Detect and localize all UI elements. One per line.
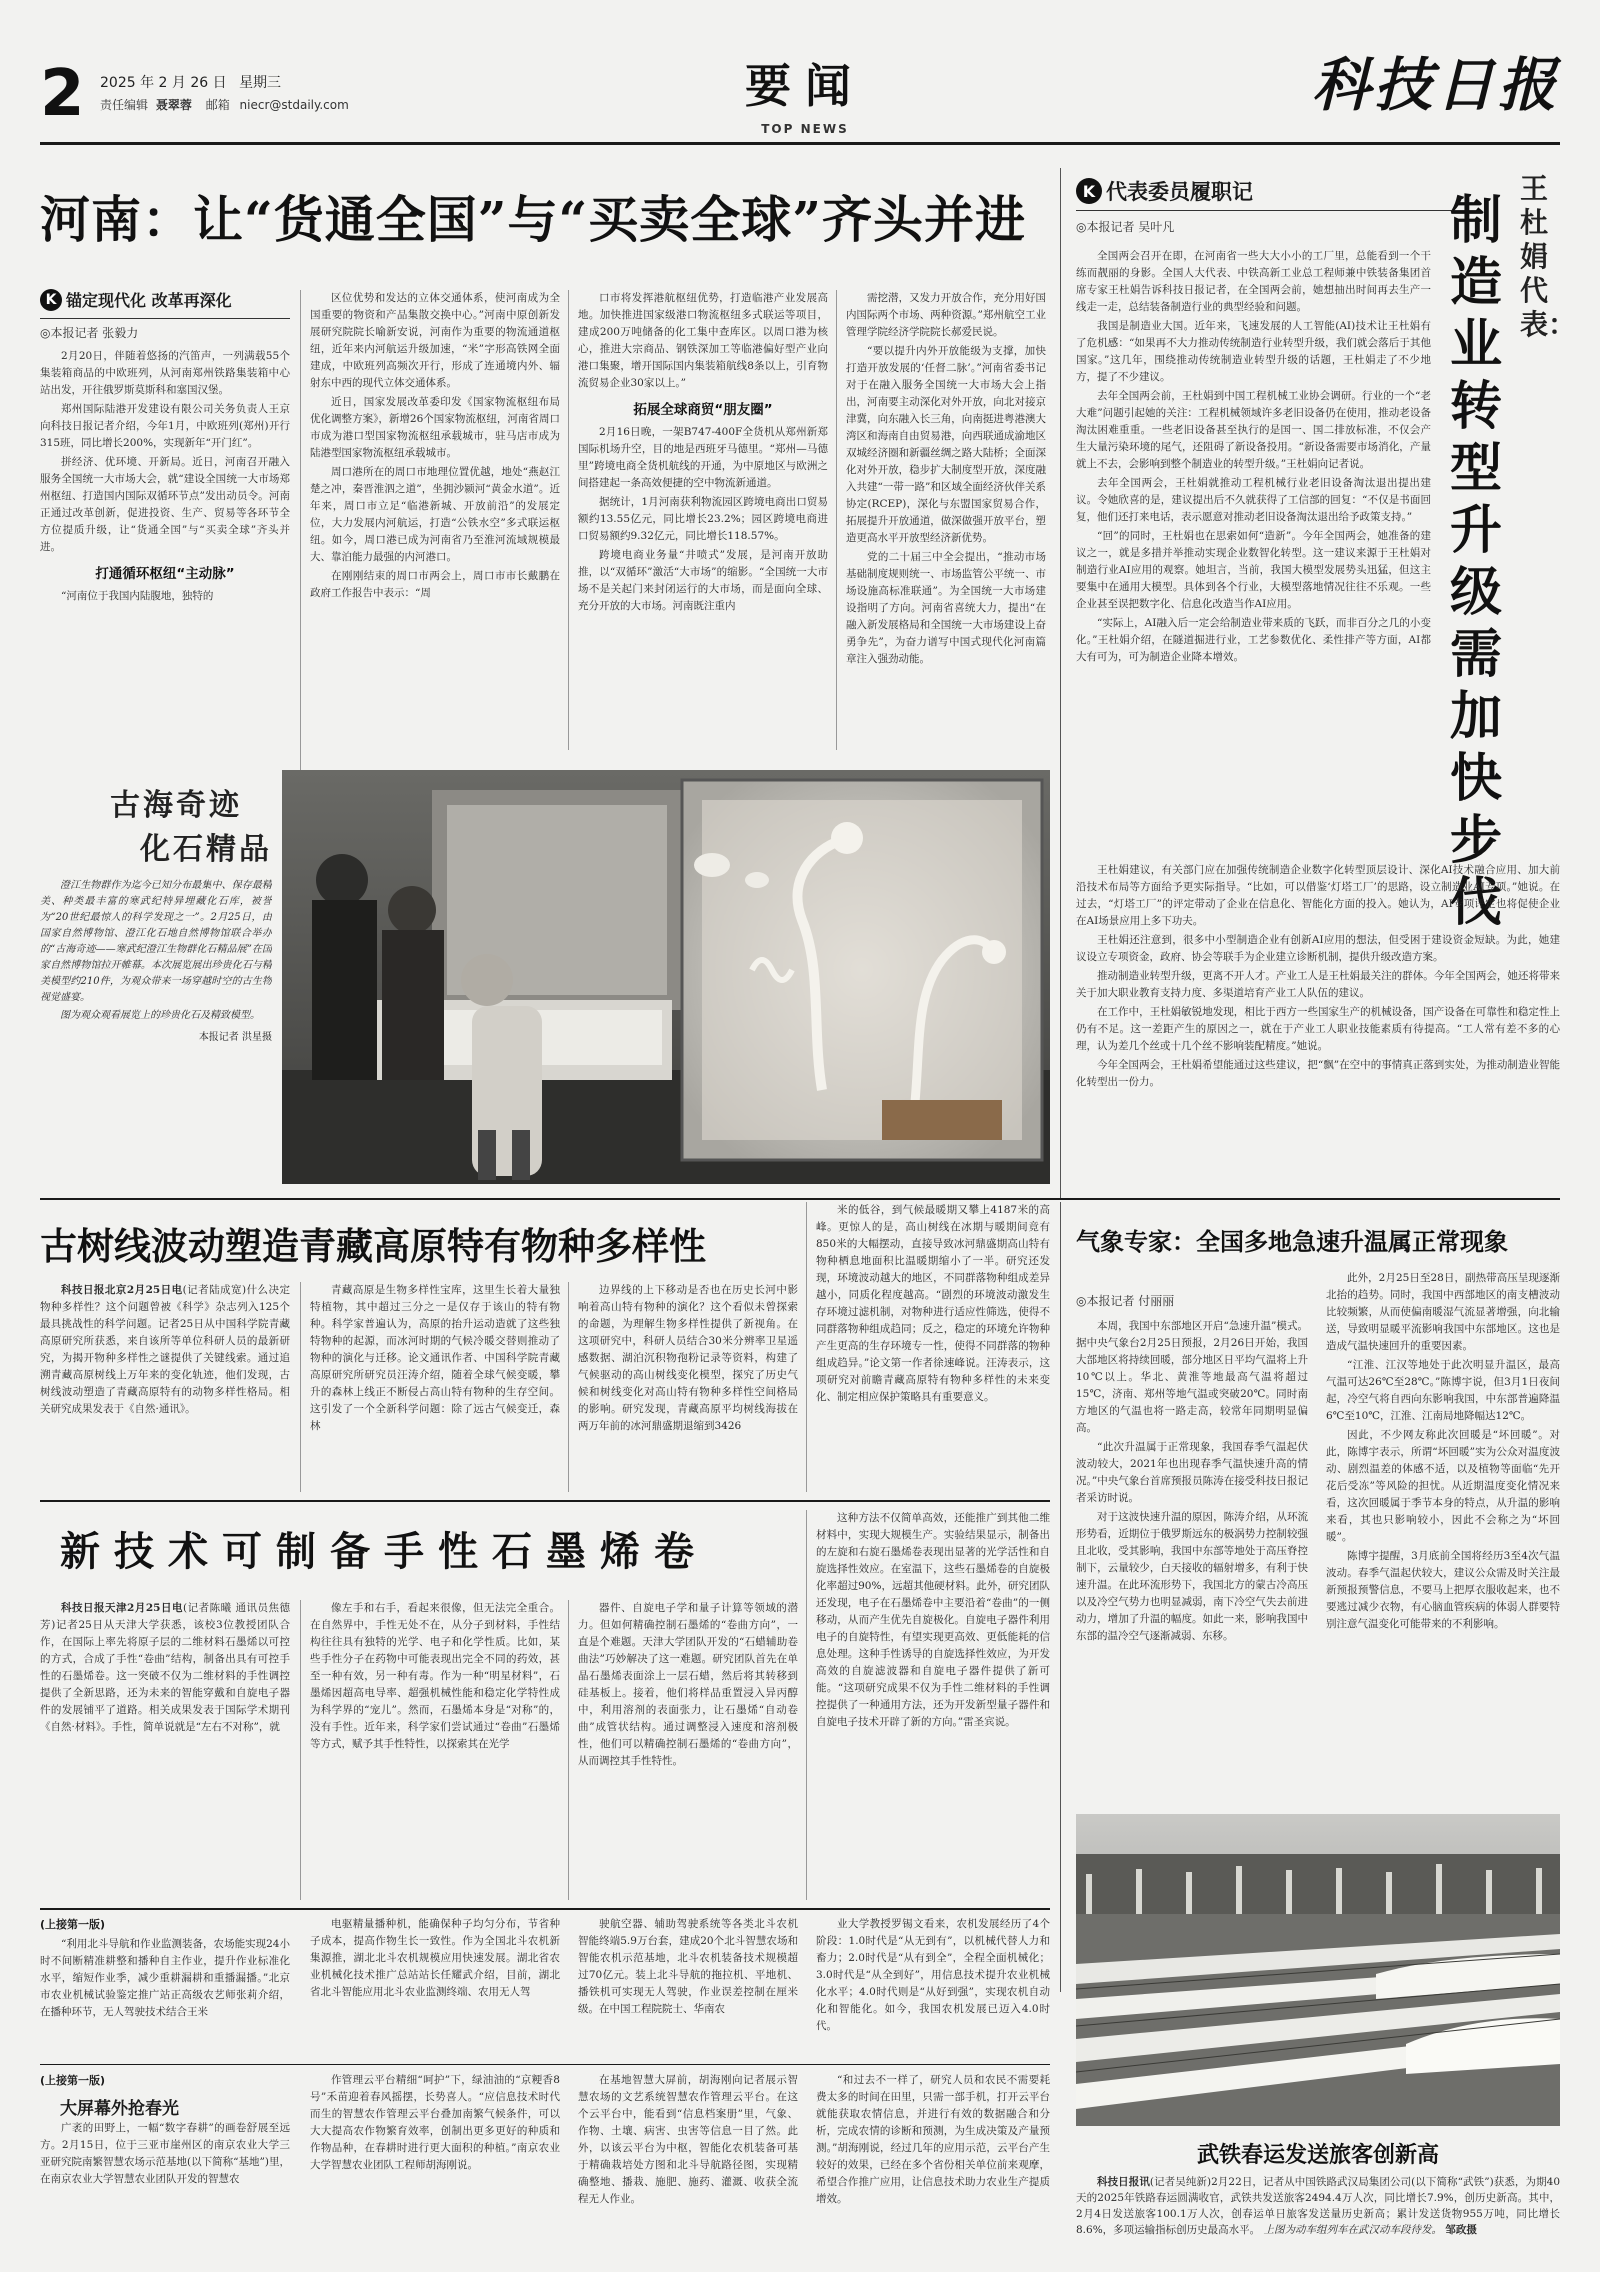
plateau-col-1 <box>40 1282 290 1492</box>
rep-para: “实际上，AI融入后一定会给制造业带来质的飞跃，而非百分之几的小变化。”王杜娟介绍，在隧道掘进行业，工艺参数优化、柔性排产等方面，AI都大有可为，可为制造企业降本增效。 <box>1076 617 1431 663</box>
continued2-label: (上接第一版) <box>40 2074 106 2087</box>
lead-byline: ◎本报记者 张毅力 <box>40 326 139 340</box>
graphene-col-4 <box>816 1510 1050 1900</box>
graphene-headline: 新技术可制备手性石墨烯卷 <box>60 1528 708 1575</box>
plateau-col-2 <box>310 1282 560 1492</box>
rep-byline: ◎本报记者 吴叶凡 <box>1076 220 1175 234</box>
rep-para: “回”的同时，王杜娟也在思索如何“造新”。今年全国两会，她准备的建议之一，就是多措并举推动实现企业数智化转型。这一建议来源于王杜娟对制造行业AI应用的观察。她坦言，当前，我国大模型发展势头迅猛，但这主要集中在通用大模型。具体到各个行业，大模型落地情况往往不乐观。一些企业甚至误把数字化、信息化改造当作AI应用。 <box>1076 530 1431 610</box>
lead-subhead-2: 拓展全球商贸“朋友圈” <box>633 402 773 418</box>
weather-headline: 气象专家：全国多地急速升温属正常现象 <box>1076 1228 1508 1256</box>
lead-para: 党的二十届三中全会提出，“推动市场基础制度规则统一、市场监管公平统一、市场设施高标准联通”。为全国统一大市场建设指明了方向。河南省喜统大力，提出“在融入新发展格局和全国统一大市场建设上奋勇争先”，为奋力谱写中国式现代化河南篇章注入强劲动能。 <box>846 551 1046 665</box>
lead-para: 需挖潜，又发力开放合作，充分用好国内国际两个市场、两种资源。”郑州航空工业管理学院经济学院院长郝爱民说。 <box>846 292 1046 338</box>
plateau-col-4 <box>816 1202 1050 1492</box>
rep-para: 今年全国两会，王杜娟希望能通过这些建议，把“飘”在空中的事情真正落到实处，为推动制造业智能化转型出一份力。 <box>1076 1059 1560 1088</box>
continued1-col-4 <box>816 1916 1050 2056</box>
rail-dateline: 科技日报讯 <box>1097 2176 1150 2188</box>
plateau-lead: (记者陆成宽)什么决定物种多样性？这个问题曾被《科学》杂志列入125个最具挑战性的科学问题。记者25日从中国科学院青藏高原研究所获悉，来自该所等单位科研人员的最新研究，为揭开物种多样性之谜提供了关键线索。通过追溯青藏高原树线上万年来的变化轨迹，他们发现，古树线波动塑造了青藏高原特有的动物多样性格局。相关研究成果发表于《自然·通讯》。 <box>40 1284 290 1415</box>
plateau-para <box>40 1282 290 1418</box>
graphene-col-1 <box>40 1600 290 1900</box>
rail-photo-caption: 上图为动车组列车在武汉动车段待发。 <box>1263 2224 1443 2236</box>
right-column-divider-2 <box>1060 1202 1061 1992</box>
col-divider <box>300 290 301 770</box>
section-title: 要闻 <box>745 59 865 113</box>
photo-feature-caption <box>40 878 272 1178</box>
rep-para: 在工作中，王杜娟敏锐地发现，相比于西方一些国家生产的机械设备，国产设备在可靠性和稳定性上仍有不足。这一差距产生的原因之一，就在于产业工人职业技能素质有待提高。“工人常有差不多的心理，认为差几个丝或十几个丝不影响装配精度。”她说。 <box>1076 1006 1560 1052</box>
lead-para: 2月20日，伴随着悠扬的汽笛声，一列满载55个集装箱商品的中欧班列，从河南郑州铁路集装箱中心站出发，开往俄罗斯莫斯科和塞国汉堡。 <box>40 350 290 396</box>
weather-para: 对于这波快速升温的原因，陈涛介绍，从环流形势看，近期位于俄罗斯远东的极涡势力控制较强且北收，受其影响，我国中东部等地处于高压脊控制下，云量较少，白天接收的辐射增多，有利于快速升温。在此环流形势下，我国北方的蒙古冷高压以及冷空气势力也明显减弱，南下冷空气失去前进动力，增加了升温的幅度。如此一来，影响我国中东部的温冷空气逐渐减弱、东移。 <box>1076 1511 1308 1642</box>
rep-kicker-rule <box>1076 210 1476 211</box>
kicker-badge: K <box>40 289 62 311</box>
rep-body-lower <box>1076 862 1560 1192</box>
continued2-col-2 <box>310 2072 560 2260</box>
col-divider <box>806 1510 807 1900</box>
lead-para: 近日，国家发展改革委印发《国家物流枢纽布局优化调整方案》，新增26个国家物流枢纽，河南省周口市成为港口型国家物流枢纽承载城市，驻马店市成为陆港型国家物流枢纽承载城市。 <box>310 396 560 459</box>
section-subtitle: TOP NEWS <box>761 122 849 136</box>
rep-body-upper <box>1076 248 1431 858</box>
kicker-rule <box>40 318 290 319</box>
weather-para: 因此，不少网友称此次回暖是“坏回暖”。对此，陈博宇表示，所谓“坏回暖”实为公众对温度波动、剧烈温差的体感不适，以及植物等面临“先开花后受冻”等风险的担忧。从近期温度变化情况来看，这次回暖属于季节本身的特点，从升温的影响来看，其也只影响较小，因此不会称之为“坏回暖”。 <box>1326 1429 1560 1543</box>
lead-kicker <box>40 288 290 311</box>
right-column-divider <box>1060 168 1061 1198</box>
continued2-para: 作管理云平台精细“呵护”下，绿油油的“京粳香8号”禾苗迎着春风摇摆，长势喜人。“应信息技术时代而生的智慧农作管理云平台叠加南繁气候条件，可以大大提高农作物繁育效率，创制出更多更好的种质和作物品种，在春耕时进行更大面积的种植。”南京农业大学智慧农业团队工程师胡海刚说。 <box>310 2074 560 2171</box>
rep-para: 去年全国两会前，王杜娟到中国工程机械工业协会调研。行业的一个“老大难”问题引起她的关注：工程机械领域许多老旧设备仍在使用，推动老设备淘汰困难重重。一些老旧设备甚至执行的是国一、国二排放标准，不仅会产生大量污染环境的尾气，还阻碍了新设备投用。“新设备需要市场消化，产量就上不去，会影响到整个制造业的转型升级。”王杜娟向记者说。 <box>1076 390 1431 470</box>
graphene-col-2 <box>310 1600 560 1900</box>
masthead-rule <box>40 142 1560 145</box>
email[interactable]: niecr@stdaily.com <box>239 98 349 112</box>
lead-para: 2月16日晚，一架B747-400F全货机从郑州新郑国际机场升空，目的地是西班牙马德里。“郑州—马德里”跨境电商全货机航线的开通，为中原地区与欧洲之间搭建起一条高效便捷的空中物流新通道。 <box>578 426 828 489</box>
lead-subhead-1: 打通循环枢纽“主动脉” <box>95 566 235 582</box>
continued2-para: “和过去不一样了，研究人员和农民不需要耗费太多的时间在田里，只需一部手机，打开云平台就能获取农情信息，并进行有效的数据融合和分析，完成农情的诊断和预测，为生成决策及产量预测。”胡海刚说，经过几年的应用示范，云平台产生较好的效果，已经在多个省份相关单位前来观摩，希望合作推广应用，让信息技术助力农业生产提质增效。 <box>816 2074 1050 2205</box>
lead-para: 口市将发挥港航枢纽优势，打造临港产业发展高地。加快推进国家级港口物流枢纽多式联运等项目，建成200万吨储备的化工集中查库区。以周口港为核心，推进大宗商品、钢铁深加工等临港偏好型产业向港口集聚，增开国际国内集装箱航线8条以上，引育物流贸易企业30家以上。” <box>578 292 828 389</box>
plateau-para: 边界线的上下移动是否也在历史长河中影响着高山特有物种的演化？这个看似未曾探索的命题，为理解生物多样性提供了新视角。在这项研究中，科研人员结合30米分辨率卫星遥感数据、湖泊沉积物孢粉记录等资料，构建了气候驱动的高山树线变化模型，探究了历史气候和树线变化对高山特有物种多样性空间格局的影响。研究发现，青藏高原平均树线海拔在两万年前的冰河鼎盛期退缩到3426 <box>578 1284 798 1432</box>
col-divider <box>568 290 569 750</box>
weekday: 星期三 <box>239 75 282 91</box>
continued2-col-3 <box>578 2072 798 2260</box>
kicker-text: 代表委员履职记 <box>1106 180 1253 204</box>
caption-text-2: 图为观众观看展览上的珍贵化石及精致模型。 <box>60 1010 260 1021</box>
lead-para: 拼经济、优环境、开新局。近日，河南召开融入服务全国统一大市场大会，就“建设全国统一大市场郑州枢纽、打造国内国际双循环节点”发出动员令。河南正通过改革创新，促进投资、生产、贸易等各环节全方位提质升级，让“货通全国”与“买卖全球”齐头并进。 <box>40 456 290 553</box>
continued2-headline: 大屏幕外抢春光 <box>60 2099 179 2119</box>
rail-caption-title: 武铁春运发送旅客创新高 <box>1196 2143 1439 2168</box>
photo-feature-title-1: 古海奇迹 <box>110 788 242 823</box>
weather-para: 陈博宇提醒，3月底前全国将经历3至4次气温波动。春季气温起伏较大，建议公众需及时关注最新预报预警信息，不要马上把厚衣服收起来，也不要逃过减少衣物，有心脑血管疾病的体弱人群要特别注意气温变化可能带来的不利影响。 <box>1326 1550 1560 1630</box>
email-label: 邮箱 <box>205 98 230 112</box>
graphene-dateline: 科技日报天津2月25日电 <box>61 1602 183 1614</box>
page-number: 2 <box>40 57 85 131</box>
section-rule-2 <box>40 1500 1050 1502</box>
lead-para: 跨境电商业务量“井喷式”发展，是河南开放助推，以“双循环”激活“大市场”的缩影。“全国统一大市场不是关起门来封闭运行的大市场，而是面向全球、充分开放的大市场。河南既注重内 <box>578 549 828 612</box>
issue-date: 2025 年 2 月 26 日 <box>100 75 227 91</box>
rep-para: 推动制造业转型升级，更离不开人才。产业工人是王杜娟最关注的群体。今年全国两会，她还将带来关于加大职业教育支持力度、多渠道培育产业工人队伍的建议。 <box>1076 970 1560 999</box>
weather-para: 本周，我国中东部地区开启“急速升温”模式。据中央气象台2月25日预报，2月26日开始，我国大部地区将持续回暖，部分地区日平均气温将上升10℃以上。华北、黄淮等地最高气温将超过15℃，济南、郑州等地气温或突破20℃。同时南方地区的气温也将一路走高，较常年同期明显偏高。 <box>1076 1320 1308 1434</box>
continued1-col-2 <box>310 1916 560 2056</box>
continued1-col-3 <box>578 1916 798 2056</box>
rep-person-title: 王杜娟代表： <box>1520 172 1577 341</box>
kicker-badge: K <box>1076 178 1102 204</box>
weather-col-2 <box>1326 1270 1560 1800</box>
col-divider <box>568 1282 569 1492</box>
rail-body <box>1076 2174 1560 2270</box>
lead-col-1 <box>40 348 290 770</box>
plateau-para: 米的低谷，到气候最暖期又攀上4187米的高峰。更惊人的是，高山树线在冰期与暖期间竟有850米的大幅摆动，直接导致冰河鼎盛期高山特有物种栖息地面积比温暖期缩小了一半。研究还发现，环境波动越大的地区，不同群落物种组成差异越小，同质化程度越高。“剧烈的环境波动激发生存环境过滤机制，对物种进行适应性筛选，使得不同群落物种组成趋同；反之，稳定的环境允许物种产生更高的生存环境专一性，使得不同群落的物种组成趋异。”论文第一作者徐速峰说。汪涛表示，这项研究对前瞻青藏高原特有物种多样性的未来变化、制定相应保护策略具有重要意义。 <box>816 1204 1050 1403</box>
kicker-text: 锚定现代化 改革再深化 <box>66 291 232 310</box>
weather-para: 此外，2月25日至28日，副热带高压呈现逐渐北抬的趋势。同时，我国中西部地区的南支槽波动比较频繁，从而使偏南暖湿气流显著增强，向北输送，导致明显暖平流影响我国中东部地区。这也是造成气温快速回升的重要因素。 <box>1326 1272 1560 1352</box>
plateau-col-3 <box>578 1282 798 1492</box>
continued2-col-4 <box>816 2072 1050 2260</box>
continued2-para: 在基地智慧大屏前，胡海刚向记者展示智慧农场的文艺系统智慧农作管理云平台。在这个云平台中，能看到“信息档案册”里，气象、作物、土壤、病害、虫害等信息一目了然。此外，以该云平台为中枢，智能化农机装备可基于精确栽培处方图和北斗导航路径图，实现精确整地、播栽、施肥、施药、灌溉、收获全流程无人作业。 <box>578 2074 798 2205</box>
graphene-para: 像左手和右手，看起来很像，但无法完全重合。在自然界中，手性无处不在，从分子到材料，手性结构往往具有独特的光学、电子和化学性质。比如，某些手性分子在药物中可能表现出完全不同的药效，甚至一种有效，另一种有毒。作为一种“明星材料”，石墨烯因超高电导率、超强机械性能和稳定化学特性成为科学界的“宠儿”。然而，石墨烯本身是“对称”的，没有手性。近年来，科学家们尝试通过“卷曲”石墨烯等方式，赋予其手性特性，以探索其在光学 <box>310 1602 560 1750</box>
col-divider <box>568 1600 569 1900</box>
fossil-exhibit-photo <box>282 770 1050 1184</box>
continued1-para: 驶航空器、辅助驾驶系统等各类北斗农机智能终端5.9万台套，建成20个北斗智慧农场和智能农机示范基地，北斗农机装备技术规模超过70亿元。装上北斗导航的拖拉机、平地机、播铁机可实现无人驾驶，作业误差控制在厘米级。在中国工程院院士、华南农 <box>578 1918 798 2015</box>
graphene-col-3 <box>578 1600 798 1900</box>
rail-para <box>1076 2174 1560 2238</box>
plateau-headline: 古树线波动塑造青藏高原特有物种多样性 <box>40 1224 706 1268</box>
col-divider <box>806 1202 807 1492</box>
masthead <box>0 0 1600 136</box>
photo-feature-title-2: 化石精品 <box>140 832 272 867</box>
col-divider <box>300 1600 301 1900</box>
weather-para: “江淮、江汉等地处于此次明显升温区，最高气温可达26℃至28℃。”陈博宇说，但3月1日夜间起，冷空气将自西向东影响我国，中东部普遍降温6℃至10℃，江淮、江南局地降幅达12℃。 <box>1326 1359 1560 1422</box>
rail-photo-credit: 邹政摄 <box>1445 2224 1477 2236</box>
editor-line <box>100 96 349 113</box>
graphene-para: 器件、自旋电子学和量子计算等领域的潜力。但如何精确控制石墨烯的“卷曲方向”，一直是个难题。天津大学团队开发的“石蜡辅助卷曲法”巧妙解决了这一难题。研究团队首先在单晶石墨烯表面涂上一层石蜡，然后将其转移到硅基板上。接着，他们将样品重置浸入异丙醇中，利用溶剂的表面张力，让石墨烯“自动卷曲”成管状结构。通过调整浸入速度和溶剂极性，他们可以精确控制石墨烯的“卷曲方向”，从而调控其手性特性。 <box>578 1602 798 1767</box>
lead-headline: 河南：让“货通全国”与“买卖全球”齐头并进 <box>40 190 1027 249</box>
editor-name: 聂翠蓉 <box>155 98 192 112</box>
rep-para: 全国两会召开在即，在河南省一些大大小小的工厂里，总能看到一个干练而靓丽的身影。全国人大代表、中铁高新工业总工程师兼中铁装备集团首席专家王杜娟告诉科技日报记者，在全国两会前，她想抽出时间再去生产一线走一走，总结装备制造行业的典型经验和问题。 <box>1076 250 1431 313</box>
plateau-dateline: 科技日报北京2月25日电 <box>61 1284 183 1296</box>
caption-text: 澄江生物群作为迄今已知分布最集中、保存最精美、种类最丰富的寒武纪特异埋藏化石库，被誉为“20世纪最惊人的科学发现之一”。2月25日，由国家自然博物馆、澄江化石地自然博物馆联合举办的“古海奇迹——寒武纪澄江生物群化石精品展”在国家自然博物馆拉开帷幕。本次展览展出珍贵化石与精美模型约210件，为观众带来一场穿越时空的古生物视觉盛宴。 <box>40 880 272 1003</box>
lead-para: 在刚刚结束的周口市两会上，周口市市长戴鹏在政府工作报告中表示：“周 <box>310 570 560 599</box>
graphene-lead: (记者陈曦 通讯员焦德芳)记者25日从天津大学获悉，该校3位教授团队合作，在国际上率先将原子层的二维材料石墨烯以可控的方式，合成了手性“卷曲”结构，制备出具有可控手性的石墨烯卷。这一突破不仅为二维材料的手性调控提供了全新思路，还为未来的智能穿戴和自旋电子器件的发展铺平了道路。相关成果发表于国际学术期刊《自然·材料》。手性，简单说就是“左右不对称”，就 <box>40 1602 290 1733</box>
continued1-col-1 <box>40 1936 290 2056</box>
rep-kicker <box>1076 176 1253 206</box>
section-rule-4 <box>40 2064 1050 2065</box>
lead-para: 郑州国际陆港开发建设有限公司关务负责人王京向科技日报记者介绍，今年1月，中欧班列(郑州)开行315班，同比增长200%，实现新年“开门红”。 <box>40 403 290 449</box>
rep-para: 王杜娟还注意到，很多中小型制造企业有创新AI应用的想法，但受困于建设资金短缺。为此，她建议设立专项资金，政府、协会等联手为企业建立诊断机制，提供升级改造方案。 <box>1076 934 1560 963</box>
lead-col-3 <box>578 290 828 750</box>
graphene-para: 这种方法不仅简单高效，还能推广到其他二维材料中，实现大规模生产。实验结果显示，制备出的左旋和右旋石墨烯卷表现出显著的光学活性和自旋选择性效应。在室温下，这些石墨烯卷的自旋极化率超过90%，远超其他硬材料。此外，研究团队还发现，电子在石墨烯卷中主要沿着“卷曲”的一侧移动，从而产生优先自旋极化。自旋电子器件利用电子的自旋特性，有望实现更高效、更低能耗的信息处理。这种手性诱导的自旋选择性效应，为开发高效的自旋滤波器和自旋电子器件提供了新可能。“这项研究成果不仅为手性二维材料的手性调控提供了一种通用方法，还为开发新型量子器件和自旋电子技术开辟了新的方向。”雷圣宾说。 <box>816 1512 1050 1728</box>
continued2-col-1 <box>40 2120 290 2260</box>
plateau-para: 青藏高原是生物多样性宝库，这里生长着大量独特植物，其中超过三分之一是仅存于该山的特有物种。科学家普遍认为，高原的抬升运动造就了这些独特物种的起源，而冰河时期的气候冷暖交替则推动了物种的演化与迁移。论文通讯作者、中国科学院青藏高原研究所研究员汪涛介绍，随着全球气候变暖，攀升的森林上线正不断侵占高山特有物种的生存空间。这引发了一个全新科学问题：除了远古气候变迁，森林 <box>310 1284 560 1432</box>
lead-para: 据统计，1月河南获利物流园区跨境电商出口贸易额约13.55亿元，同比增长23.2%；园区跨境电商进口贸易额约9.32亿元，同比增长118.57%。 <box>578 496 828 542</box>
continued1-para: “利用北斗导航和作业监测装备，农场能实现24小时不间断精准耕整和播种自主作业，提升作业标准化水平，缩短作业季，减少重耕漏耕和重播漏播。”北京市农业机械试验鉴定推广站正高级农艺师张莉介绍，在播种环节，无人驾驶技术结合王米 <box>40 1938 290 2018</box>
col-divider <box>300 1282 301 1492</box>
rep-para: 去年全国两会，王杜娟就推动工程机械行业老旧设备淘汰退出提出建议。令她欣喜的是，建议提出后不久就获得了工信部的回复：“不仅是书面回复，他们还打来电话，表示愿意对推动老旧设备淘汰退出给予政策支持。” <box>1076 477 1431 523</box>
rep-para: 我国是制造业大国。近年来，飞速发展的人工智能(AI)技术让王杜娟有了危机感：“如果再不大力推动传统制造行业转型升级，我们就会落后于其他国家。”这几年，围绕推动传统制造业转型升级的话题，王杜娟走了不少地方，提了不少建议。 <box>1076 320 1431 383</box>
continued1-para: 电驱精量播种机，能确保种子均匀分布，节省种子成本，提高作物生长一致性。作为全国北斗农机新集源推，湖北北斗农机规模应用快速发展。湖北省农业机械化技术推广总站站长任耀武介绍，目前，湖北省北斗智能应用北斗农业监测终端、农用无人驾 <box>310 1918 560 1998</box>
lead-para: 区位优势和发达的立体交通体系，使河南成为全国重要的物资和产品集散交换中心。”河南中原创新发展研究院院长喻新安说，河南作为重要的物流通道枢纽，近年来内河航运升级加速，“米”字形高铁网全面建成，中欧班列高频次开行，形成了连通境内外、辐射东中西的现代立体交通体系。 <box>310 292 560 389</box>
weather-para: “此次升温属于正常现象，我国春季气温起伏波动较大，2021年也出现春季气温快速升高的情况。”中央气象台首席预报员陈涛在接受科技日报记者采访时说。 <box>1076 1441 1308 1504</box>
lead-col-2 <box>310 290 560 750</box>
lead-para: 周口港所在的周口市地理位置优越，地处“燕赵江楚之冲，秦晋淮泗之道”，坐拥沙颍河“黄金水道”。近年来，周口市立足“临港新城、开放前沿”的发展定位，大力发展内河航运，打造“公铁水空”多式联运枢纽。如今，周口港已成为河南省乃至淮河流域规模最大、靠泊能力最强的内河港口。 <box>310 466 560 563</box>
col-divider <box>836 290 837 750</box>
continued2-para: 广袤的田野上，一幅“数字春耕”的画卷舒展至远方。2月15日，位于三亚市崖州区的南京农业大学三亚研究院南繁智慧农场示范基地(以下简称“基地”)里，在南京农业大学智慧农业团队开发的智慧农 <box>40 2122 290 2185</box>
lead-para: “河南位于我国内陆腹地，独特的 <box>61 590 214 602</box>
rep-para: 王杜娟建议，有关部门应在加强传统制造企业数字化转型顶层设计、深化AI技术融合应用、加大前沿技术布局等方面给予更实际指导。“比如，可以借鉴‘灯塔工厂’的思路，设立制造业AI专项。”她说。在过去，“灯塔工厂”的评定带动了企业在信息化、智能化方面的投入。她认为，AI专项评定也将促使企业在AI场景应用上多下功夫。 <box>1076 864 1560 927</box>
issue-date-line <box>100 72 281 92</box>
continued1-para: 业大学教授罗锡文看来，农机发展经历了4个阶段：1.0时代是“从无到有”，以机械代替人力和畜力；2.0时代是“从有到全”，全程全面机械化；3.0时代是“从全到好”，用信息技术提升农业机械化水平；4.0时代则是“从好到强”，实现农机自动化和智能化。如今，我国农机发展已迈入4.0时代。 <box>816 1918 1050 2032</box>
continued1-label: (上接第一版) <box>40 1918 106 1931</box>
weather-byline: ◎本报记者 付丽丽 <box>1076 1294 1175 1308</box>
lead-col-4 <box>846 290 1046 750</box>
editor-label: 责任编辑 <box>100 98 149 112</box>
section-rule-3 <box>40 1908 1050 1910</box>
lead-para: “要以提升内外开放能级为支撑，加快打造开放发展的‘任督二脉’。”河南省委书记对于在融入服务全国统一大市场大会上指出，河南要主动深化对外开放，向北对接京津冀，向东融入长三角，向南挺进粤港澳大湾区和海南自由贸易港，向西联通成渝地区双城经济圈和新疆丝绸之路大陆桥；全面深化对外开放，稳步扩大制度型开放，深度融入共建“一带一路”和区域全面经济伙伴关系协定(RCEP)，深化与东盟国家贸易合作，拓展提升开放通道，做深做强开放平台，塑造更高水平开放型经济新优势。 <box>846 345 1046 544</box>
section-rule-1 <box>40 1198 1560 1200</box>
newspaper-logo: 科技日报 <box>1311 51 1560 119</box>
weather-col-1 <box>1076 1318 1308 1798</box>
photo-credit: 本报记者 洪星摄 <box>198 1032 272 1043</box>
rep-headline: 制造业转型升级需加快步伐 <box>1450 190 1503 933</box>
rail-text: (记者吴纯新)2月22日，记者从中国铁路武汉局集团公司(以下简称“武铁”)获悉，为期40天的2025年铁路春运圆满收官，武铁共发送旅客2494.4万人次，同比增长7.9%，创历史新高。其中，2月4日发送旅客100.1万人次，创春运单日旅客发送量历史新高；累计发送货物955万吨，同比增长8.6%，多项运输指标创历史最高水平。 <box>1076 2176 1560 2236</box>
rail-station-photo <box>1076 1814 1560 2126</box>
graphene-para <box>40 1600 290 1736</box>
